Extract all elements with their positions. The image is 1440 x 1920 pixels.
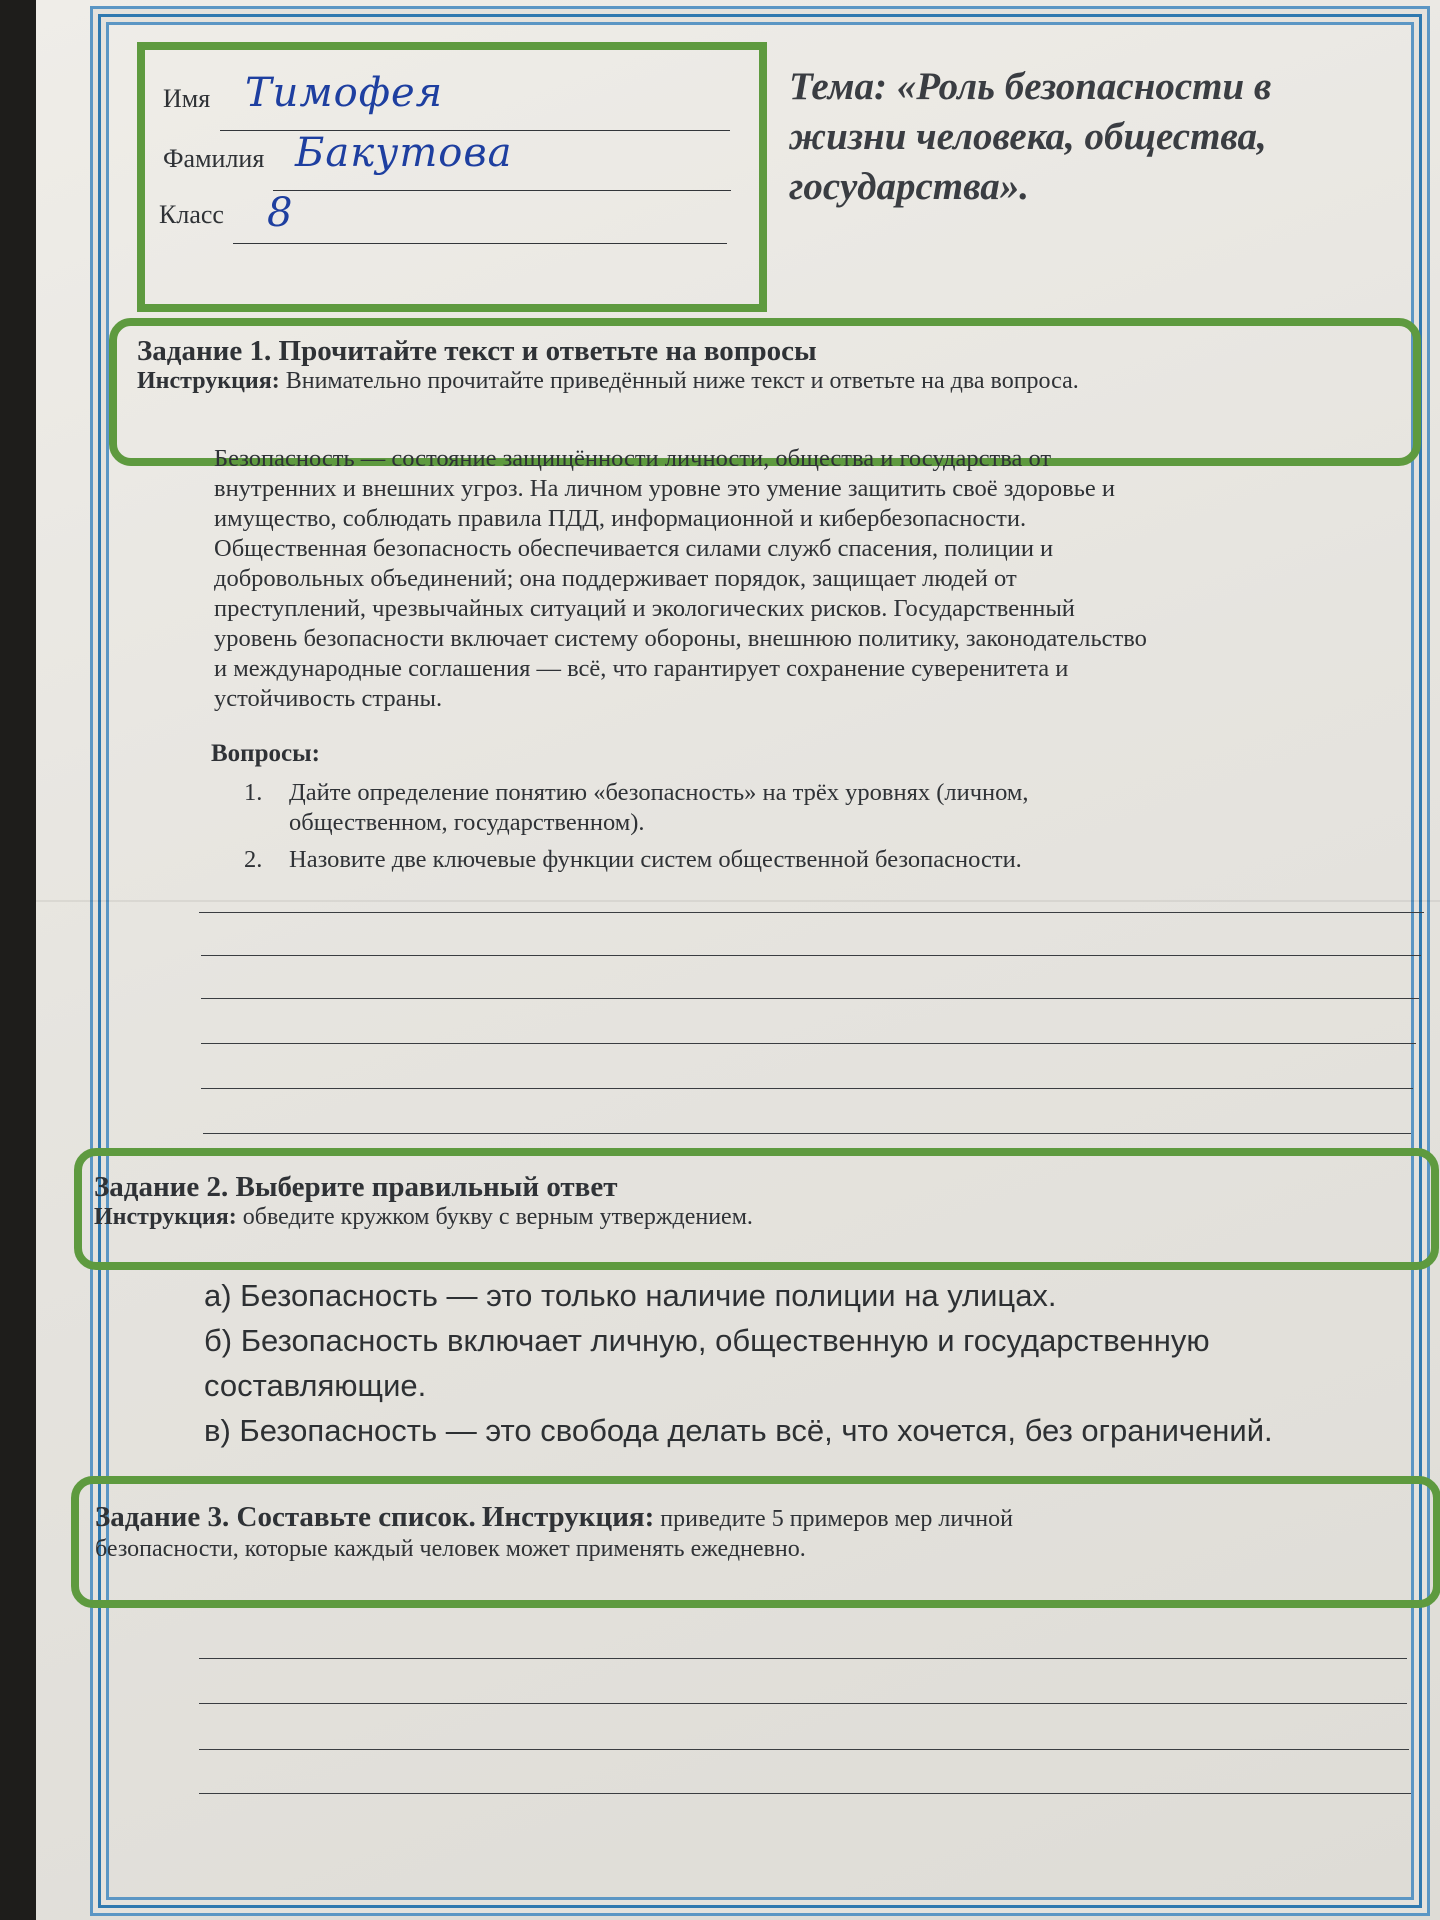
task3-instruction-text-cont: безопасности, которые каждый человек может применять ежедневно.	[95, 1536, 806, 1562]
name-label: Имя	[163, 84, 211, 113]
name-handwritten: Тимофея	[245, 70, 444, 116]
text-line: преступлений, чрезвычайных ситуаций и экологических рисков. Государственный	[214, 595, 1075, 622]
surname-line	[273, 190, 731, 191]
task2-header-box	[74, 1148, 1439, 1270]
task2-instruction-label: Инструкция:	[94, 1204, 237, 1230]
student-info-box	[137, 42, 767, 312]
task2-instruction-text: обведите кружком букву с верным утверждением.	[242, 1204, 753, 1230]
topic-title: Тема: «Роль безопасности в жизни человека, общества, государства».	[789, 65, 1272, 208]
worksheet	[36, 0, 1440, 1920]
question-2	[244, 845, 1284, 875]
class-label: Класс	[159, 200, 224, 229]
task3-header-box	[71, 1476, 1440, 1608]
text-line: внутренних и внешних угроз. На личном уровне это умение защитить своё здоровье и	[214, 475, 1116, 502]
answer-line[interactable]	[199, 1749, 1409, 1750]
task3-instruction-label: Инструкция:	[481, 1501, 655, 1533]
answer-line[interactable]	[201, 1088, 1413, 1089]
task1-title: Задание 1. Прочитайте текст и ответьте на вопросы	[137, 335, 817, 367]
class-line	[233, 243, 727, 244]
answer-line[interactable]	[199, 1703, 1407, 1704]
question-number: 2.	[244, 846, 263, 873]
question-number: 1.	[244, 779, 263, 806]
question-text-cont: общественном, государственном).	[289, 809, 645, 836]
question-text: Дайте определение понятию «безопасность» на трёх уровнях (личном,	[289, 779, 1029, 806]
answer-line[interactable]	[201, 1043, 1416, 1044]
answer-line[interactable]	[199, 912, 1424, 913]
answer-line[interactable]	[201, 998, 1419, 999]
text-line: устойчивость страны.	[214, 685, 443, 712]
questions-label: Вопросы:	[211, 740, 320, 767]
option-c[interactable]: в) Безопасность — это свобода делать всё, что хочется, без ограничений.	[204, 1413, 1273, 1448]
task2-title: Задание 2. Выберите правильный ответ	[94, 1171, 618, 1203]
surname-handwritten: Бакутова	[295, 130, 513, 176]
answer-line[interactable]	[199, 1793, 1411, 1794]
paper-fold	[36, 900, 1440, 902]
task2-options	[204, 1273, 1404, 1453]
surname-label: Фамилия	[163, 144, 265, 173]
text-line: Общественная безопасность обеспечивается силами служб спасения, полиции и	[214, 535, 1054, 562]
answer-line[interactable]	[199, 1658, 1407, 1659]
task3-title: Задание 3. Составьте список.	[95, 1501, 476, 1533]
text-line: имущество, соблюдать правила ПДД, информационной и кибербезопасности.	[214, 505, 1027, 532]
task1-instruction-label: Инструкция:	[137, 368, 280, 394]
task3-instruction-text: приведите 5 примеров мер личной	[660, 1506, 1013, 1532]
question-text: Назовите две ключевые функции систем общественной безопасности.	[289, 846, 1022, 873]
option-b-cont[interactable]: составляющие.	[204, 1368, 427, 1403]
class-handwritten: 8	[267, 190, 294, 236]
text-line: добровольных объединений; она поддерживает порядок, защищает людей от	[214, 565, 1017, 592]
task1-reading-text	[214, 444, 1394, 714]
option-a[interactable]: а) Безопасность — это только наличие полиции на улицах.	[204, 1278, 1057, 1313]
option-b[interactable]: б) Безопасность включает личную, общественную и государственную	[204, 1323, 1210, 1358]
task1-instruction-text: Внимательно прочитайте приведённый ниже текст и ответьте на два вопроса.	[285, 368, 1079, 394]
text-line: и международные соглашения — всё, что гарантирует сохранение суверенитета и	[214, 655, 1069, 682]
answer-line[interactable]	[203, 1133, 1411, 1134]
question-1	[244, 778, 1284, 838]
answer-line[interactable]	[201, 955, 1421, 956]
text-line: Безопасность — состояние защищённости личности, общества и государства от	[214, 445, 1052, 472]
text-line: уровень безопасности включает систему обороны, внешнюю политику, законодательство	[214, 625, 1147, 652]
